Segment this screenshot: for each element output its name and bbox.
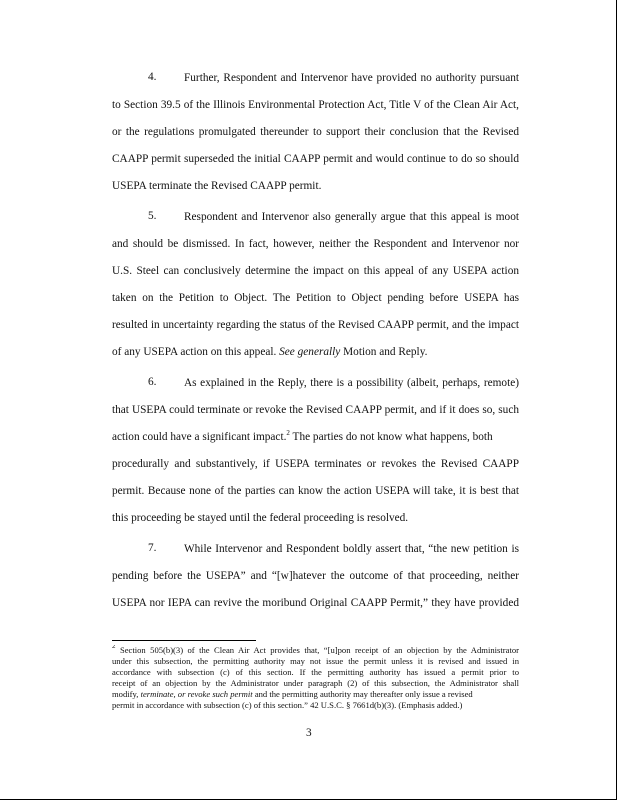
text-line: taken on the Petition to Object. The Petition to Object pending before USEPA has [112,292,519,304]
text-line: or the regulations promulgated thereunder to support their conclusion that the Revised [112,126,519,138]
text-segment: of any USEPA action on this appeal. [112,346,277,358]
paragraph-number: 7. [148,542,157,554]
text-segment: and the permitting authority may thereafter only issue a revised [252,689,473,699]
text-line [112,345,519,359]
text-line: permit. Because none of the parties can know the action USEPA will take, it is best that [112,485,519,497]
text-line: U.S. Steel can conclusively determine the impact on this appeal of any USEPA action [112,265,519,277]
text-line: to Section 39.5 of the Illinois Environmental Protection Act, Title V of the Clean Air Act, [112,99,519,111]
citation-signal: See generally [279,346,341,358]
text-line: pending before the USEPA” and “[w]hatever the outcome of that proceeding, neither [112,570,519,582]
text-line: Respondent and Intervenor also generally argue that this appeal is moot [184,211,519,223]
text-line [112,430,519,444]
footnote-line: accordance with subsection (c) of this section. If the permitting authority has issued a permit prior to [112,667,519,677]
footnote-marker: 2 [112,645,116,650]
text-segment: action could have a significant impact. [112,431,287,443]
text-segment: The parties do not know what happens, both [289,431,493,443]
text-line: resulted in uncertainty regarding the status of the Revised CAAPP permit, and the impact [112,319,519,331]
text-line: and should be dismissed. In fact, however, neither the Respondent and Intervenor nor [112,238,519,250]
text-line: CAAPP permit superseded the initial CAAPP permit and would continue to do so should [112,153,519,165]
text-segment: Motion and Reply. [340,346,428,358]
paragraph-number: 5. [148,210,157,222]
paragraph-number: 4. [148,71,157,83]
text-line: that USEPA could terminate or revoke the Revised CAAPP permit, and if it does so, such [112,404,519,416]
paragraph-number: 6. [148,376,157,388]
footnote-line [112,645,519,656]
emphasized-text: terminate, or revoke such permit [140,689,253,699]
page-number: 3 [306,727,312,739]
text-segment: Section 505(b)(3) of the Clean Air Act provides that, “[u]pon receipt of an objection by the Administrator [119,645,519,655]
footnote-line: under this subsection, the permitting authority may not issue the permit unless it is revised and issued in [112,656,519,666]
text-line: this proceeding be stayed until the federal proceeding is resolved. [112,512,409,524]
text-line: USEPA terminate the Revised CAAPP permit. [112,180,322,192]
footnote-line [112,689,519,700]
text-line: While Intervenor and Respondent boldly assert that, “the new petition is [184,543,519,555]
footnote-line: receipt of an objection by the Administrator under paragraph (2) of this subsection, the Administrator shall [112,678,519,688]
text-line: As explained in the Reply, there is a possibility (albeit, perhaps, remote) [184,377,519,389]
text-line: USEPA nor IEPA can revive the moribund Original CAAPP Permit,” they have provided [112,597,519,609]
text-line: procedurally and substantively, if USEPA terminates or revokes the Revised CAAPP [112,458,519,470]
text-line: Further, Respondent and Intervenor have provided no authority pursuant [184,72,519,84]
text-segment: modify, [112,689,139,699]
footnote-divider [112,640,256,641]
footnote-reference[interactable]: 2 [286,429,290,437]
footnote-line: permit in accordance with subsection (c) of this section.” 42 U.S.C. § 7661d(b)(3). (Emphasis added.) [112,700,463,710]
